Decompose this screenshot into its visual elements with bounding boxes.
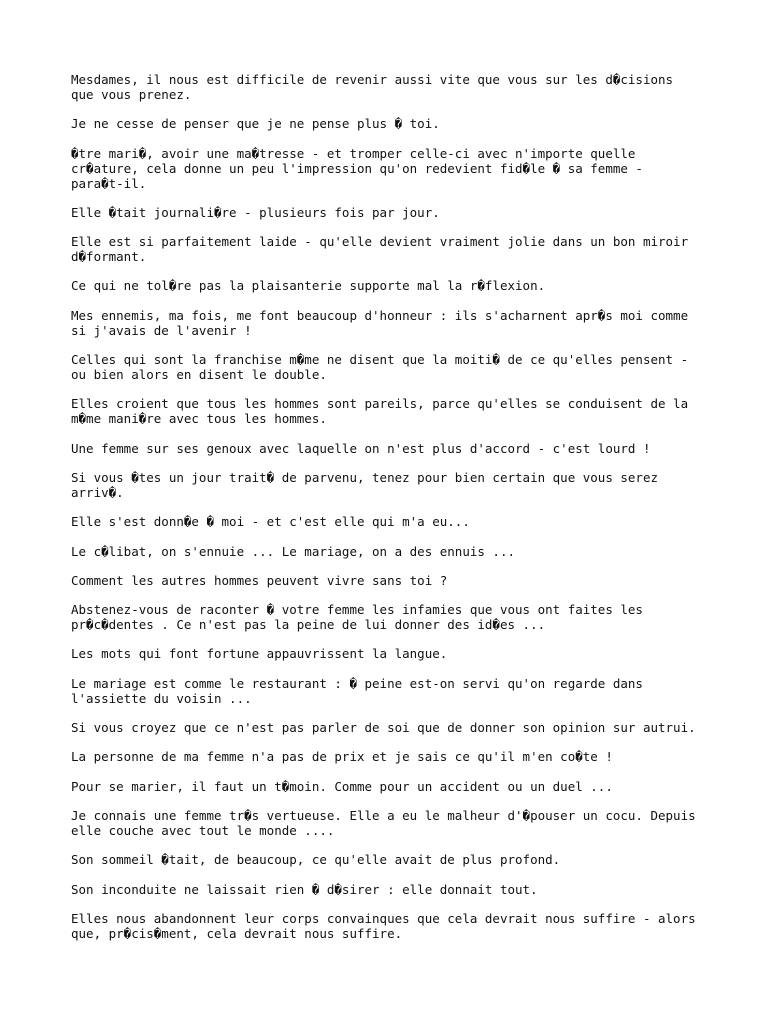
paragraph: Le mariage est comme le restaurant : � peine est-on servi qu'on regarde dans l'assiette du voisin ... xyxy=(71,675,643,706)
paragraph: Celles qui sont la franchise m�me ne disent que la moiti� de ce qu'elles pensent - ou bien alors en disent le double. xyxy=(71,352,689,383)
paragraph: Je connais une femme tr�s vertueuse. Elle a eu le malheur d'�pouser un cocu. Depuis elle couche avec tout le monde .... xyxy=(71,807,696,838)
paragraph: Ce qui ne tol�re pas la plaisanterie supporte mal la r�flexion. xyxy=(71,278,546,294)
paragraph: Mes ennemis, ma fois, me font beaucoup d'honneur : ils s'acharnent apr�s moi comme si j'avais de l'avenir ! xyxy=(71,307,689,338)
paragraph: Elles nous abandonnent leur corps convainques que cela devrait nous suffire - alors que, pr�cis�ment, cela devrait nous suffire. xyxy=(71,910,696,941)
document-body xyxy=(71,72,701,955)
paragraph: Si vous croyez que ce n'est pas parler de soi que de donner son opinion sur autrui. xyxy=(71,720,696,736)
paragraph: Elle �tait journali�re - plusieurs fois par jour. xyxy=(71,204,440,220)
paragraph: Elle s'est donn�e � moi - et c'est elle qui m'a eu... xyxy=(71,514,470,530)
paragraph: Si vous �tes un jour trait� de parvenu, tenez pour bien certain que vous serez arriv�. xyxy=(71,469,658,500)
paragraph: �tre mari�, avoir une ma�tresse - et tromper celle-ci avec n'importe quelle cr�ature, cela donne un peu l'impression qu'on redevient fid�le � sa femme - para�t-il. xyxy=(71,145,643,191)
paragraph: Le c�libat, on s'ennuie ... Le mariage, on a des ennuis ... xyxy=(71,543,516,559)
paragraph: Elles croient que tous les hommes sont pareils, parce qu'elles se conduisent de la m�me mani�re avec tous les hommes. xyxy=(71,396,689,427)
paragraph: Son inconduite ne laissait rien � d�sirer : elle donnait tout. xyxy=(71,881,538,897)
paragraph: Les mots qui font fortune appauvrissent la langue. xyxy=(71,646,448,662)
paragraph: Pour se marier, il faut un t�moin. Comme pour un accident ou un duel ... xyxy=(71,778,613,794)
paragraph: Je ne cesse de penser que je ne pense plus � toi. xyxy=(71,116,440,132)
paragraph: Comment les autres hommes peuvent vivre sans toi ? xyxy=(71,572,448,588)
paragraph: Elle est si parfaitement laide - qu'elle devient vraiment jolie dans un bon miroir d�formant. xyxy=(71,234,689,265)
paragraph: Mesdames, il nous est difficile de revenir aussi vite que vous sur les d�cisions que vous prenez. xyxy=(71,72,674,102)
paragraph: Abstenez-vous de raconter � votre femme les infamies que vous ont faites les pr�c�dentes . Ce n'est pas la peine de lui donner des id�es ... xyxy=(71,602,643,633)
paragraph: La personne de ma femme n'a pas de prix et je sais ce qu'il m'en co�te ! xyxy=(71,749,613,765)
paragraph: Une femme sur ses genoux avec laquelle on n'est plus d'accord - c'est lourd ! xyxy=(71,440,651,456)
paragraph: Son sommeil �tait, de beaucoup, ce qu'elle avait de plus profond. xyxy=(71,852,561,868)
